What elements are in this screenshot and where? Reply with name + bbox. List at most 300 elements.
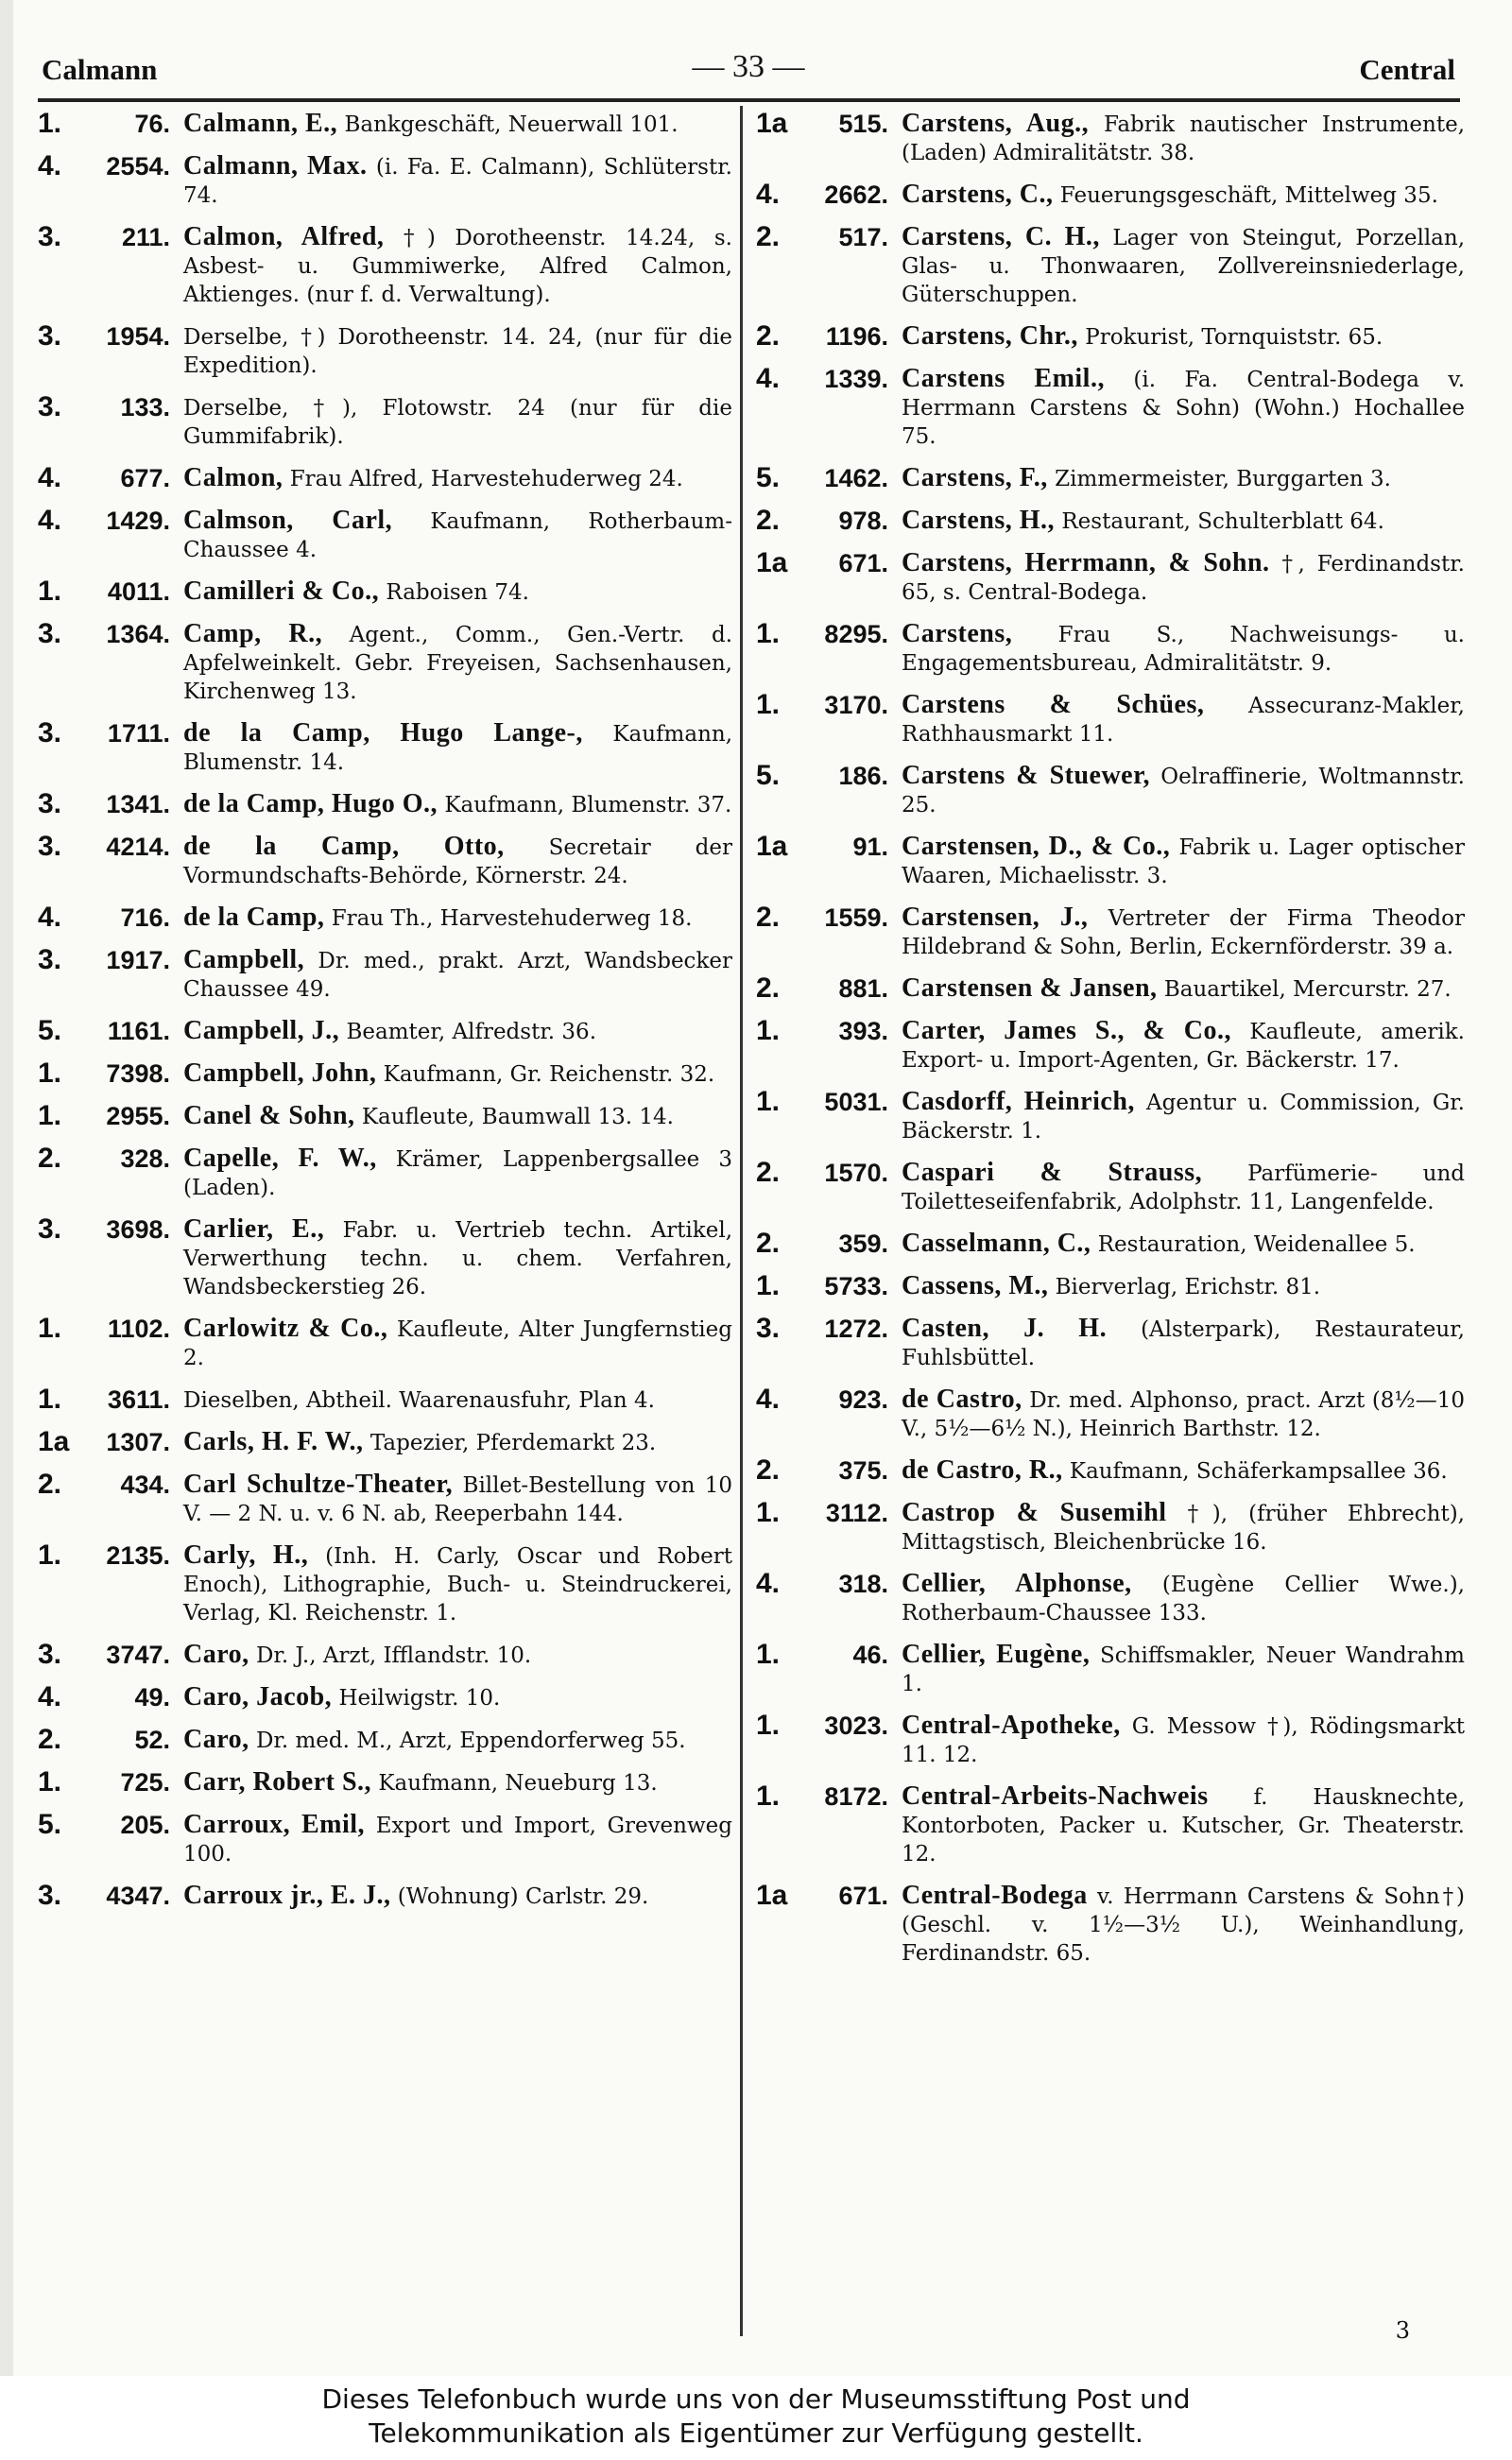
- directory-entry: [756, 464, 1465, 493]
- entry-phone-number: 2554.: [106, 152, 170, 181]
- entry-phone-number: 1364.: [106, 620, 170, 648]
- entry-zone: 1a: [756, 547, 788, 578]
- entry-name: Carlier, E.,: [183, 1214, 325, 1244]
- entry-details: (i. Fa. E. Calmann), Schlüterstr. 74.: [183, 155, 732, 208]
- entry-zone: 1.: [38, 1766, 62, 1798]
- entry-phone-number: 1341.: [106, 790, 170, 818]
- entry-name: Caspari & Strauss,: [902, 1158, 1203, 1187]
- entry-text: [902, 1088, 1465, 1145]
- entry-details: Agent., Comm., Gen.-Vertr. d. Apfelweinkelt. Gebr. Freyeisen, Sachsenhausen, Kirchenweg 13.: [183, 623, 733, 704]
- entry-details: Kaufmann, Schäferkampsallee 36.: [1062, 1459, 1448, 1484]
- entry-name: Carstens, F.,: [902, 463, 1048, 492]
- entry-details: Kaufmann, Rotherbaum-Chaussee 4.: [183, 509, 732, 562]
- entry-name: Central-Apotheke,: [902, 1711, 1121, 1740]
- header-rule: [38, 98, 1460, 102]
- entry-name: Carlowitz & Co.,: [183, 1314, 388, 1343]
- entry-name: Carstens Emil.,: [902, 364, 1105, 393]
- entry-name: Cellier, Eugène,: [902, 1640, 1091, 1669]
- entry-phone-number: 3747.: [106, 1641, 170, 1669]
- footer-notice: [0, 2376, 1512, 2460]
- entry-phone-number: 4214.: [106, 833, 170, 861]
- entry-text: [183, 577, 732, 607]
- entry-name: Campbell,: [183, 945, 305, 974]
- entry-text: [902, 1230, 1465, 1259]
- entry-text: [902, 903, 1465, 961]
- entry-phone-number: 3112.: [825, 1499, 888, 1527]
- entry-name: Carstens,: [902, 619, 1013, 648]
- entry-details: Restauration, Weidenallee 5.: [1091, 1232, 1416, 1257]
- entry-text: [183, 946, 732, 1004]
- directory-entry: [756, 1712, 1465, 1769]
- entry-details: Krämer, Lappenbergsallee 3 (Laden).: [183, 1147, 733, 1200]
- entry-details: Kaufmann, Blumenstr. 37.: [438, 793, 732, 817]
- entry-phone-number: 7398.: [106, 1059, 170, 1088]
- entry-details: Assecuranz-Makler, Rathhausmarkt 11.: [902, 694, 1465, 747]
- entry-phone-number: 1102.: [107, 1315, 170, 1343]
- directory-entry: [756, 223, 1465, 309]
- entry-details: Dieselben, Abtheil. Waarenausfuhr, Plan 4.: [183, 1388, 655, 1413]
- entry-zone: 1.: [38, 1100, 62, 1131]
- entry-zone: 2.: [756, 902, 781, 933]
- directory-entry: [38, 152, 732, 210]
- entry-text: [902, 549, 1465, 607]
- entry-text: [183, 223, 732, 309]
- entry-name: Calmon,: [183, 463, 284, 492]
- directory-entry: [756, 1017, 1465, 1075]
- entry-name: de la Camp,: [183, 903, 325, 932]
- directory-entry: [38, 1315, 732, 1372]
- directory-entry: [38, 790, 732, 819]
- entry-text: [902, 620, 1465, 678]
- entry-name: Central-Bodega: [902, 1881, 1088, 1910]
- entry-phone-number: 5031.: [824, 1088, 888, 1116]
- entry-text: [183, 790, 732, 819]
- entry-details: Dr. med. M., Arzt, Eppendorferweg 55.: [249, 1729, 686, 1753]
- directory-entry: [38, 833, 732, 890]
- entry-text: [183, 1541, 732, 1627]
- entry-text: [183, 1641, 732, 1670]
- entry-name: Carstens, H.,: [902, 506, 1056, 535]
- entry-text: [183, 620, 732, 706]
- directory-entry: [756, 903, 1465, 961]
- header-right-keyword: Central: [1359, 53, 1455, 86]
- entry-name: Carstens, Herrmann, & Sohn.: [902, 548, 1270, 577]
- entry-details: Kaufmann, Gr. Reichenstr. 32.: [376, 1062, 715, 1087]
- directory-entry: [38, 1102, 732, 1131]
- entry-phone-number: 4011.: [107, 577, 170, 606]
- directory-entry: [756, 1570, 1465, 1627]
- entry-text: [183, 464, 732, 493]
- entry-phone-number: 1711.: [107, 719, 170, 748]
- entry-details: †), (früher Ehbrecht), Mittagstisch, Bleichenbrücke 16.: [902, 1502, 1465, 1555]
- entry-text: [902, 223, 1465, 309]
- entry-name: Campbell, John,: [183, 1058, 377, 1088]
- entry-name: Calmon, Alfred,: [183, 222, 385, 251]
- entry-zone: 2.: [756, 1228, 781, 1259]
- entry-text: [183, 833, 732, 890]
- footer-line-2: Telekommunikation als Eigentümer zur Verfügung gestellt.: [369, 2417, 1143, 2449]
- entry-phone-number: 881.: [838, 974, 888, 1003]
- entry-name: Capelle, F. W.,: [183, 1144, 377, 1173]
- adjacent-page-edge: [0, 0, 13, 2376]
- entry-text: [183, 1428, 732, 1457]
- entry-name: Carly, H.,: [183, 1540, 309, 1570]
- entry-name: Casten, J. H.: [902, 1314, 1108, 1343]
- entry-phone-number: 3611.: [107, 1385, 170, 1414]
- entry-details: Fabr. u. Vertrieb techn. Artikel, Verwerthung techn. u. chem. Verfahren, Wandsbeckerstieg 26.: [183, 1218, 733, 1299]
- entry-name: Carroux, Emil,: [183, 1810, 366, 1839]
- entry-text: [902, 1712, 1465, 1769]
- entry-phone-number: 3023.: [824, 1712, 888, 1740]
- entry-name: Caro,: [183, 1640, 249, 1669]
- entry-zone: 4.: [38, 150, 62, 181]
- entry-zone: 3.: [38, 618, 62, 649]
- entry-phone-number: 1339.: [824, 365, 888, 393]
- entry-phone-number: 1917.: [106, 946, 170, 974]
- entry-name: Cassens, M.,: [902, 1271, 1049, 1300]
- entry-zone: 3.: [38, 221, 62, 252]
- entry-zone: 2.: [756, 1454, 781, 1486]
- entry-name: Carstensen, D., & Co.,: [902, 832, 1171, 861]
- entry-details: (Eugène Cellier Wwe.), Rotherbaum-Chaussee 133.: [902, 1573, 1465, 1626]
- directory-entry: [756, 974, 1465, 1004]
- entry-name: Carroux jr., E. J.,: [183, 1881, 391, 1910]
- entry-phone-number: 671.: [838, 1882, 888, 1910]
- entry-text: [183, 1471, 732, 1528]
- directory-entry: [38, 1017, 732, 1046]
- entry-name: Camp, R.,: [183, 619, 323, 648]
- directory-entry: [756, 181, 1465, 210]
- entry-text: [183, 1385, 732, 1415]
- entry-zone: 1.: [756, 1497, 781, 1528]
- entry-text: [902, 507, 1465, 536]
- entry-phone-number: 2662.: [824, 181, 888, 209]
- entry-details: (Inh. H. Carly, Oscar und Robert Enoch), Lithographie, Buch- u. Steindruckerei, Verlag, Kl. Reichenstr. 1.: [183, 1544, 732, 1626]
- directory-entry: [38, 1144, 732, 1202]
- entry-phone-number: 1559.: [824, 903, 888, 932]
- directory-entry: [38, 1641, 732, 1670]
- entry-phone-number: 978.: [838, 507, 888, 535]
- entry-zone: 3.: [38, 944, 62, 975]
- directory-entry: [38, 1683, 732, 1712]
- entry-text: [183, 1882, 732, 1911]
- entry-text: [183, 507, 732, 564]
- entry-details: Restaurant, Schulterblatt 64.: [1055, 509, 1384, 534]
- entry-details: Lager von Steingut, Porzellan, Glas- u. Thonwaaren, Zollvereinsniederlage, Güterschuppen.: [902, 226, 1466, 307]
- entry-phone-number: 211.: [121, 223, 170, 251]
- entry-name: de la Camp, Otto,: [183, 832, 505, 861]
- directory-entry: [756, 1230, 1465, 1259]
- directory-entry: [756, 1456, 1465, 1486]
- entry-name: Carls, H. F. W.,: [183, 1427, 364, 1456]
- directory-entry: [38, 903, 732, 933]
- column-divider: [740, 106, 743, 2336]
- entry-name: Canel & Sohn,: [183, 1101, 355, 1130]
- entry-name: Carstens, Chr.,: [902, 321, 1078, 351]
- entry-text: [902, 1159, 1465, 1216]
- entry-phone-number: 318.: [838, 1570, 888, 1598]
- entry-name: Central-Arbeits-Nachweis: [902, 1781, 1209, 1811]
- entry-details: Kaufmann, Neueburg 13.: [371, 1771, 658, 1796]
- directory-entry: [38, 1811, 732, 1868]
- entry-details: Raboisen 74.: [379, 580, 529, 605]
- entry-details: Oelraffinerie, Woltmannstr. 25.: [902, 765, 1465, 817]
- entry-details: Tapezier, Pferdemarkt 23.: [363, 1431, 657, 1455]
- entry-name: de la Camp, Hugo Lange-,: [183, 718, 583, 748]
- entry-details: Derselbe, †) Dorotheenstr. 14. 24, (nur für die Expedition).: [183, 325, 732, 378]
- entry-text: [183, 1017, 732, 1046]
- entry-text: [902, 1272, 1465, 1301]
- entry-details: Prokurist, Tornquiststr. 65.: [1077, 325, 1383, 350]
- entry-phone-number: 1161.: [107, 1017, 170, 1045]
- entry-zone: 2.: [38, 1724, 62, 1755]
- directory-entry: [38, 946, 732, 1004]
- entry-zone: 1.: [756, 1780, 781, 1812]
- entry-text: [183, 322, 732, 380]
- entry-phone-number: 1196.: [825, 322, 888, 351]
- directory-entry: [756, 1499, 1465, 1557]
- entry-text: [902, 1570, 1465, 1627]
- entry-phone-number: 375.: [838, 1456, 888, 1485]
- entry-zone: 1a: [756, 1880, 788, 1911]
- entry-zone: 1.: [756, 1639, 781, 1670]
- entry-zone: 1.: [756, 1270, 781, 1301]
- entry-text: [902, 1882, 1465, 1968]
- directory-entry: [38, 1428, 732, 1457]
- directory-entry: [38, 1541, 732, 1627]
- entry-details: Agentur u. Commission, Gr. Bäckerstr. 1.: [902, 1091, 1465, 1144]
- directory-entry: [38, 322, 732, 380]
- entry-details: Fabrik u. Lager optischer Waaren, Michaelisstr. 3.: [902, 835, 1466, 888]
- entry-zone: 2.: [756, 221, 781, 252]
- entry-text: [183, 1215, 732, 1301]
- entry-text: [902, 1017, 1465, 1075]
- entry-name: Caro,: [183, 1725, 249, 1754]
- entry-zone: 4.: [38, 1681, 62, 1712]
- entry-phone-number: 133.: [120, 393, 170, 421]
- directory-entry: [38, 1059, 732, 1089]
- entry-details: (Alsterpark), Restaurateur, Fuhlsbüttel.: [902, 1317, 1465, 1370]
- entry-details: Dr. med. Alphonso, pract. Arzt (8½—10 V., 5½—6½ N.), Heinrich Barthstr. 12.: [902, 1388, 1465, 1441]
- entry-phone-number: 46.: [852, 1641, 888, 1669]
- entry-phone-number: 52.: [134, 1726, 170, 1754]
- entry-name: Camilleri & Co.,: [183, 576, 380, 606]
- entry-text: [183, 1811, 732, 1868]
- entry-name: Carstensen & Jansen,: [902, 973, 1158, 1003]
- directory-entry: [38, 1882, 732, 1911]
- entry-name: Carstens, C.,: [902, 180, 1054, 209]
- entry-zone: 1.: [756, 618, 781, 649]
- entry-text: [902, 1499, 1465, 1557]
- entry-text: [902, 1385, 1465, 1443]
- entry-phone-number: 205.: [120, 1811, 170, 1839]
- entry-zone: 2.: [756, 1157, 781, 1188]
- entry-text: [902, 464, 1465, 493]
- directory-entry: [756, 1159, 1465, 1216]
- entry-name: Casdorff, Heinrich,: [902, 1087, 1135, 1116]
- entry-phone-number: 1954.: [106, 322, 170, 351]
- entry-details: v. Herrmann Carstens & Sohn†) (Geschl. v. 1½—3½ U.), Weinhandlung, Ferdinandstr. 65.: [902, 1884, 1465, 1966]
- entry-details: Schiffsmakler, Neuer Wandrahm 1.: [902, 1643, 1465, 1696]
- entry-zone: 5.: [756, 760, 781, 791]
- entry-text: [902, 322, 1465, 352]
- entry-phone-number: 393.: [838, 1017, 888, 1045]
- entry-zone: 4.: [756, 1384, 781, 1415]
- entry-phone-number: 716.: [120, 903, 170, 932]
- entry-phone-number: 515.: [838, 110, 888, 138]
- entry-name: de Castro,: [902, 1385, 1022, 1414]
- entry-zone: 2.: [38, 1143, 62, 1174]
- directory-entry: [38, 1768, 732, 1798]
- entry-text: [902, 1782, 1465, 1868]
- page-header: [42, 49, 1455, 96]
- footer-line-1: Dieses Telefonbuch wurde uns von der Museumsstiftung Post und: [321, 2383, 1191, 2415]
- entry-zone: 3.: [38, 1213, 62, 1245]
- entry-details: †, Ferdinandstr. 65, s. Central-Bodega.: [902, 552, 1465, 605]
- header-page-number: — 33 —: [692, 49, 805, 84]
- entry-details: Bankgeschäft, Neuerwall 101.: [337, 112, 679, 137]
- entry-zone: 4.: [38, 902, 62, 933]
- entry-text: [183, 719, 732, 777]
- entry-details: Billet-Bestellung von 10 V. — 2 N. u. v. 6 N. ab, Reeperbahn 144.: [183, 1473, 732, 1526]
- directory-entry: [38, 577, 732, 607]
- entry-details: Kaufleute, amerik. Export- u. Import-Agenten, Gr. Bäckerstr. 17.: [902, 1020, 1465, 1073]
- directory-entry: [756, 322, 1465, 352]
- entry-phone-number: 5733.: [824, 1272, 888, 1300]
- entry-name: Calmson, Carl,: [183, 506, 393, 535]
- entry-details: Secretair der Vormundschafts-Behörde, Körnerstr. 24.: [183, 835, 732, 888]
- directory-entry: [756, 762, 1465, 819]
- entry-details: Beamter, Alfredstr. 36.: [339, 1020, 596, 1044]
- entry-phone-number: 1272.: [824, 1315, 888, 1343]
- entry-phone-number: 1462.: [824, 464, 888, 492]
- entry-zone: 1.: [38, 108, 62, 139]
- entry-text: [183, 903, 732, 933]
- directory-entry: [756, 1641, 1465, 1698]
- entry-phone-number: 359.: [838, 1230, 888, 1258]
- entry-text: [902, 110, 1465, 167]
- entry-details: G. Messow †), Rödingsmarkt 11. 12.: [902, 1714, 1465, 1767]
- entry-name: Cellier, Alphonse,: [902, 1569, 1132, 1598]
- entry-name: Carstensen, J.,: [902, 903, 1089, 932]
- signature-marker: 3: [1395, 2317, 1410, 2344]
- entry-text: [183, 1768, 732, 1798]
- directory-entry: [38, 1726, 732, 1755]
- entry-phone-number: 328.: [120, 1144, 170, 1173]
- entry-details: Dr. J., Arzt, Ifflandstr. 10.: [249, 1643, 532, 1668]
- entry-text: [183, 110, 732, 139]
- entry-details: Derselbe, †), Flotowstr. 24 (nur für die Gummifabrik).: [183, 396, 732, 449]
- entry-phone-number: 725.: [120, 1768, 170, 1797]
- entry-zone: 5.: [756, 462, 781, 493]
- entry-details: Kaufmann, Blumenstr. 14.: [183, 722, 733, 775]
- directory-entry: [756, 507, 1465, 536]
- entry-zone: 1a: [756, 108, 788, 139]
- entry-details: Export und Import, Grevenweg 100.: [183, 1814, 733, 1867]
- directory-entry: [38, 507, 732, 564]
- entry-zone: 1.: [756, 689, 781, 720]
- entry-zone: 4.: [38, 462, 62, 493]
- entry-details: Kaufleute, Baumwall 13. 14.: [354, 1105, 674, 1129]
- entry-details: Bierverlag, Erichstr. 81.: [1048, 1275, 1321, 1299]
- entry-zone: 5.: [38, 1015, 62, 1046]
- entry-name: Calmann, Max.: [183, 151, 368, 181]
- entry-name: Calmann, E.,: [183, 109, 338, 138]
- entry-phone-number: 3170.: [824, 691, 888, 719]
- entry-phone-number: 923.: [838, 1385, 888, 1414]
- entry-details: Zimmermeister, Burggarten 3.: [1047, 467, 1391, 491]
- directory-entry: [756, 365, 1465, 451]
- entry-text: [902, 762, 1465, 819]
- entry-phone-number: 4347.: [106, 1882, 170, 1910]
- entry-zone: 3.: [38, 788, 62, 819]
- entry-details: Frau Alfred, Harvestehuderweg 24.: [283, 467, 683, 491]
- entry-text: [902, 1456, 1465, 1486]
- entry-details: Dr. med., prakt. Arzt, Wandsbecker Chaussee 49.: [183, 949, 732, 1002]
- directory-entry: [38, 393, 732, 451]
- entry-zone: 1a: [756, 831, 788, 862]
- entry-zone: 3.: [38, 391, 62, 422]
- entry-details: Vertreter der Firma Theodor Hildebrand & Sohn, Berlin, Eckernförderstr. 39 a.: [902, 906, 1466, 959]
- entry-phone-number: 76.: [134, 110, 170, 138]
- entry-text: [183, 1726, 732, 1755]
- directory-entry: [38, 223, 732, 309]
- entry-details: Feuerungsgeschäft, Mittelweg 35.: [1053, 183, 1438, 208]
- entry-zone: 1.: [38, 1058, 62, 1089]
- entry-name: Carstens & Schües,: [902, 690, 1205, 719]
- entry-zone: 5.: [38, 1809, 62, 1840]
- entry-name: de Castro, R.,: [902, 1455, 1063, 1485]
- directory-entry: [38, 464, 732, 493]
- entry-zone: 1.: [38, 1540, 62, 1571]
- entry-zone: 3.: [38, 831, 62, 862]
- entry-phone-number: 2955.: [106, 1102, 170, 1130]
- entry-zone: 4.: [38, 505, 62, 536]
- entry-text: [902, 181, 1465, 210]
- header-left-keyword: Calmann: [42, 53, 158, 86]
- entry-details: (Wohnung) Carlstr. 29.: [390, 1884, 649, 1909]
- entry-zone: 4.: [756, 179, 781, 210]
- entry-zone: 2.: [756, 320, 781, 352]
- directory-entry: [756, 691, 1465, 748]
- entry-text: [183, 1102, 732, 1131]
- entry-details: †) Dorotheenstr. 14.24, s. Asbest- u. Gummiwerke, Alfred Calmon, Aktienges. (nur f. d. Verwaltung).: [183, 226, 732, 307]
- entry-text: [183, 152, 732, 210]
- left-column: [38, 110, 732, 1924]
- entry-zone: 3.: [38, 717, 62, 748]
- entry-phone-number: 186.: [838, 762, 888, 790]
- entry-text: [183, 1059, 732, 1089]
- entry-zone: 1.: [756, 1086, 781, 1117]
- entry-phone-number: 517.: [838, 223, 888, 251]
- entry-phone-number: 8172.: [824, 1782, 888, 1811]
- entry-phone-number: 671.: [838, 549, 888, 577]
- entry-zone: 4.: [756, 1568, 781, 1599]
- entry-zone: 3.: [38, 1639, 62, 1670]
- entry-text: [183, 1315, 732, 1372]
- entry-zone: 3.: [756, 1313, 781, 1344]
- entry-phone-number: 434.: [120, 1471, 170, 1499]
- entry-zone: 1.: [756, 1710, 781, 1741]
- entry-name: Carter, James S., & Co.,: [902, 1016, 1232, 1045]
- entry-name: Carstens & Stuewer,: [902, 761, 1150, 790]
- entry-phone-number: 1429.: [106, 507, 170, 535]
- entry-phone-number: 49.: [134, 1683, 170, 1712]
- directory-entry: [38, 1385, 732, 1415]
- directory-entry: [756, 1315, 1465, 1372]
- entry-text: [183, 1683, 732, 1712]
- entry-text: [902, 365, 1465, 451]
